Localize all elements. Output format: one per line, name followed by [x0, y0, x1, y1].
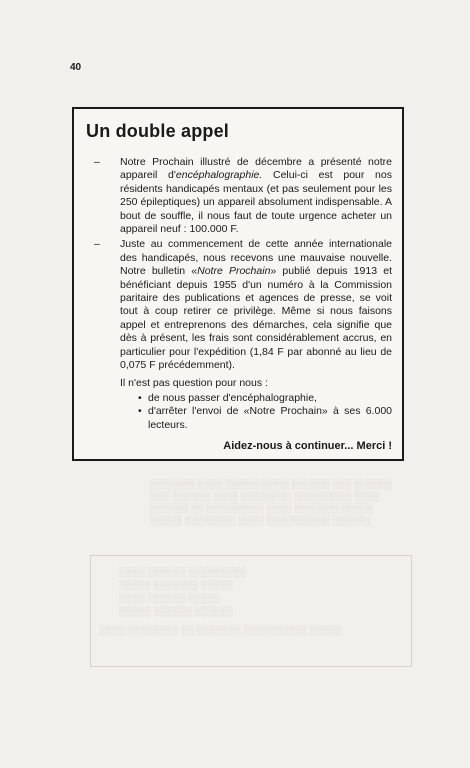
bullet-list — [86, 392, 392, 432]
article-box — [72, 107, 404, 461]
paragraph-bulletin — [86, 238, 392, 372]
paragraph-emphasis: Notre Prochain — [197, 265, 271, 278]
paragraph-text: Celui-ci est pour nos résidents handicapés mentaux (et pas seulement pour les 250 épileptiques) un appareil absolument indispensable. A bout de souffle, il nous faut de toute urgence acheter un appareil neuf : 100.000 F. — [120, 169, 392, 236]
paragraph-text: Notre Prochain illustré de décembre a présenté notre appareil d' — [120, 156, 392, 182]
paragraph-emphasis: encéphalographie. — [175, 169, 263, 182]
show-through-text: ░░░░░░░ ░░░░ ░░░░░░░░░░ ░░░░░░ ░░░ ░░░░░░ ░░░ ░░░░░░ ░░░░ ░░░░░░░░ ░░░░░░░░░ ░░░░ ░░░░░░ ░░ ░░░░░░░░░ ░░░░ ░░░░░░░ ░░░░░ ░░░░░ ░░░░░░░░ ░░░░ ░░░░░░░░░░ ░░░░░░ — [150, 479, 393, 525]
page-number: 40 — [70, 62, 82, 73]
list-item: • de nous passer d'encéphalographie, — [138, 392, 392, 405]
paragraph-text: » publié depuis 1913 et bénéficiant depuis 1955 d'un numéro à la Commission paritaire des publications et agences de presse, se voit tout à coup retirer ce privilège. Même si nous faisons appel et entreprenons des démarches, cela signifie que dès à présent, les frais sont considérablement accrus, en particulier pour l'expédition (1,84 F par abonné au lieu de 0,075 F précédemment). — [120, 265, 393, 372]
appeal-line: Aidez-nous à continuer... Merci ! — [223, 440, 392, 453]
paragraph-dash: – — [94, 156, 100, 168]
paragraph-encephalography — [86, 156, 392, 236]
paragraph-text: Juste au commencement de cette année internationale des handicapés, nous recevons une mauvaise nouvelle. Notre bulletin « — [120, 238, 392, 278]
list-intro: Il n'est pas question pour nous : — [120, 376, 268, 389]
article-title: Un double appel — [86, 121, 230, 141]
show-through-box: ░░░░ ░░░░░░ ░░░░░░░░░ ░░░░░ ░░░░░░░ ░░░░░ ░░░░ ░░░░░░ ░░░░░ ░░░░░ ░░░░░░ ░░░░░░ ░░░░ ░░░░░░░░ ░░ ░░░░░░░ ░░░░░░░░░░ ░░░░░ — [90, 555, 412, 667]
list-item: • d'arrêter l'envoi de «Notre Prochain» à ses 6.000 lecteurs. — [138, 405, 392, 432]
paragraph-dash: – — [94, 238, 100, 251]
